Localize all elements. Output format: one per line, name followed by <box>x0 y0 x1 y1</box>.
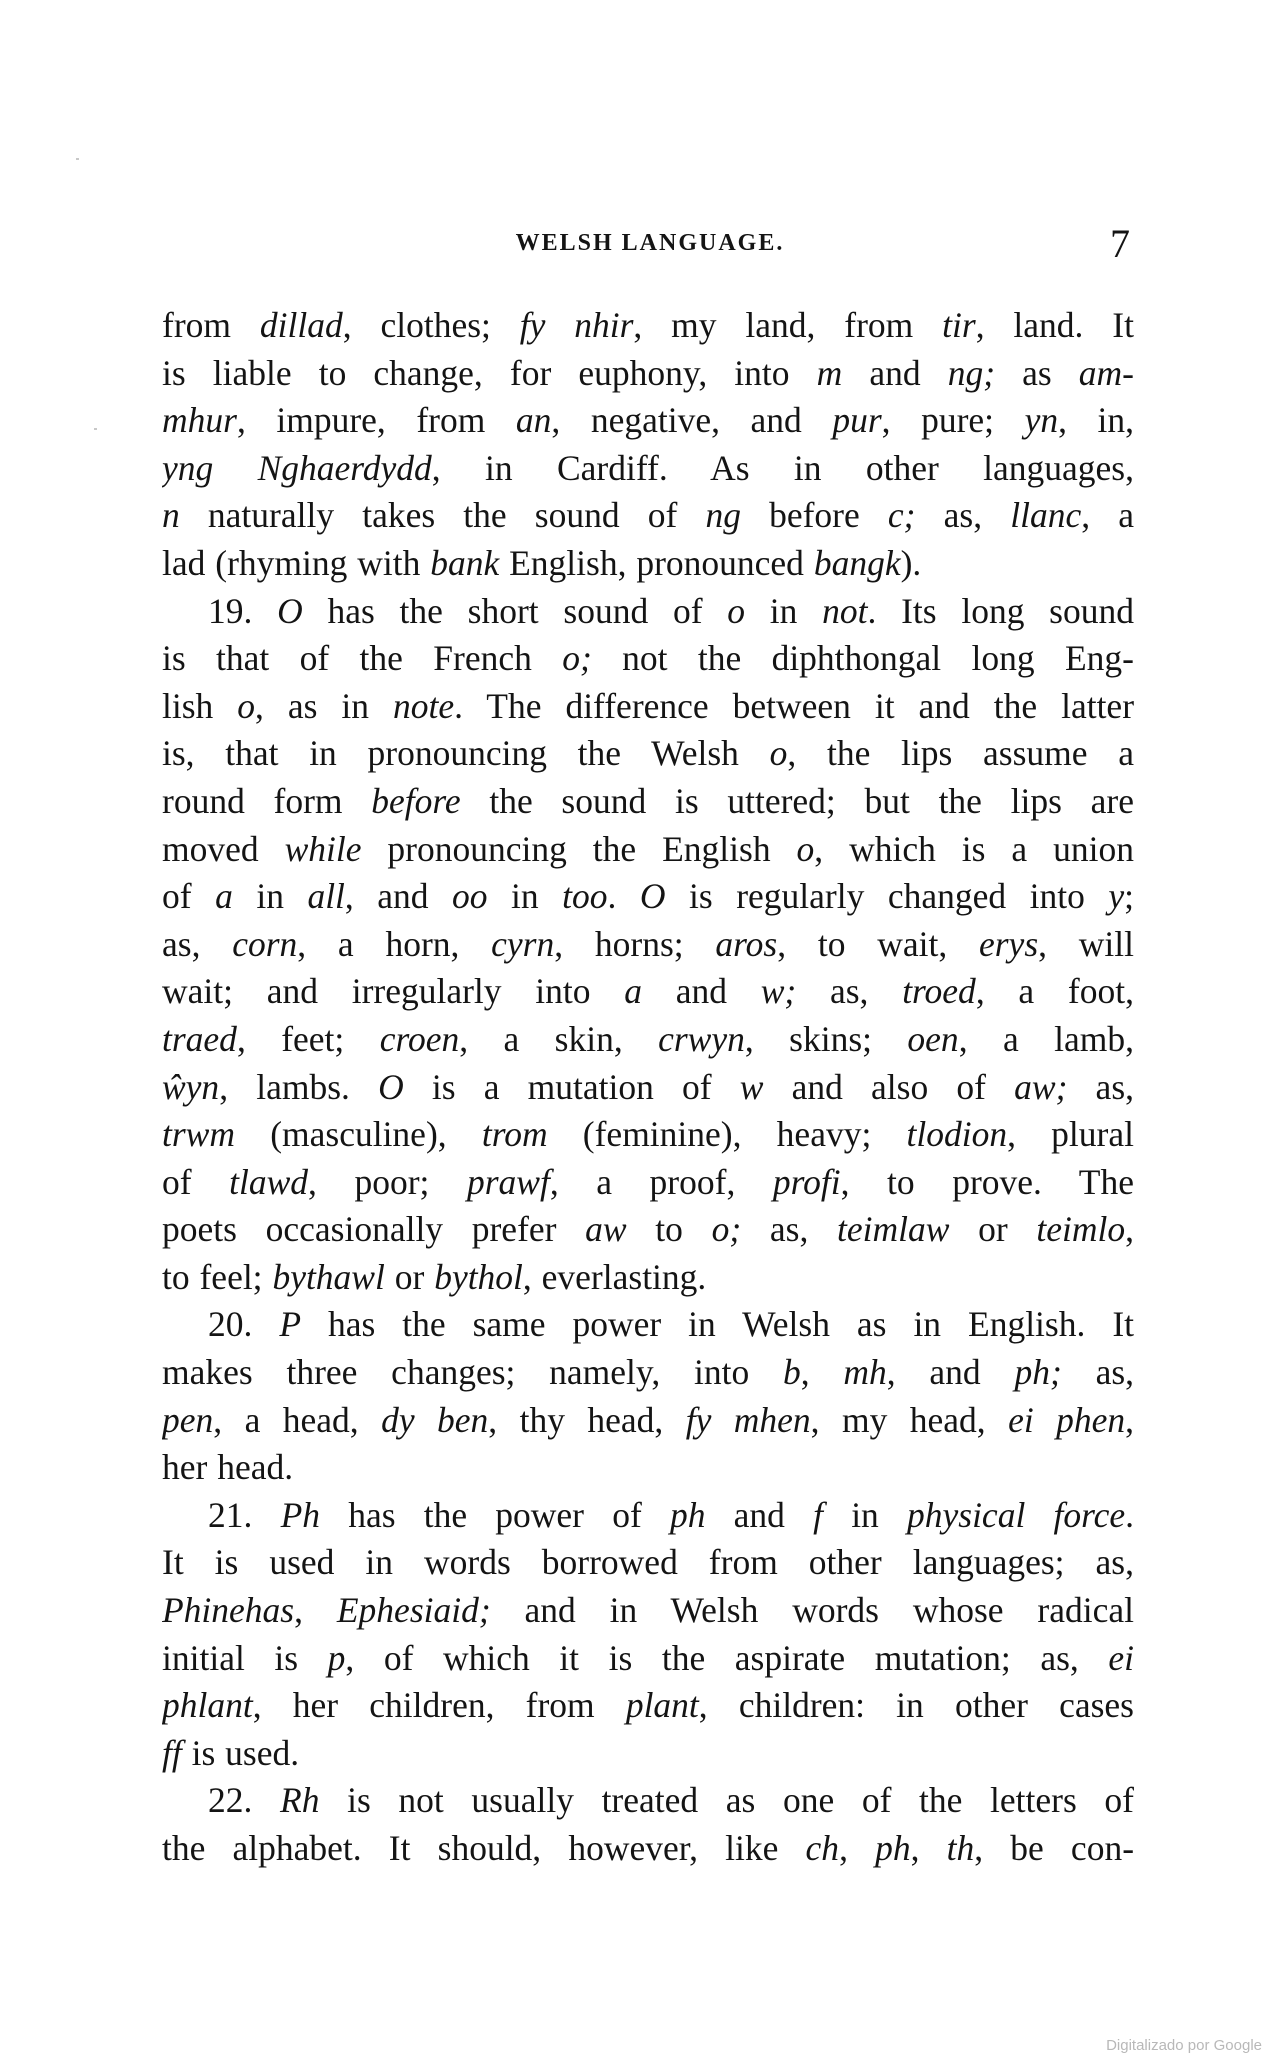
text-run: , in Cardiff. As in other languages, <box>431 447 1134 488</box>
italic-term: too <box>562 876 608 917</box>
italic-term: c; <box>887 495 916 536</box>
italic-term: mh <box>843 1352 887 1393</box>
italic-term: profi <box>772 1161 841 1202</box>
text-run: , <box>1125 1209 1134 1250</box>
text-line <box>162 397 1134 445</box>
text-run: has the power of <box>320 1494 670 1535</box>
italic-term: O <box>639 876 666 917</box>
italic-term: yn <box>1024 400 1059 441</box>
text-run: naturally takes the sound of <box>179 495 706 536</box>
text-line <box>162 302 1134 350</box>
text-run: , <box>910 1828 947 1868</box>
italic-term: bythol <box>434 1256 523 1297</box>
italic-term: ph <box>669 1494 706 1535</box>
text-line <box>162 1825 1134 1873</box>
text-run: as, <box>162 923 233 964</box>
text-run: , a foot, <box>975 971 1134 1012</box>
text-run: , impure, from <box>236 400 516 441</box>
text-run: in <box>823 1494 907 1535</box>
body-text <box>162 302 1134 1873</box>
italic-term: ph; <box>1014 1352 1062 1393</box>
text-run: wait; and irregularly into <box>162 971 625 1012</box>
text-run: , to wait, <box>777 923 979 964</box>
text-run: English, pronounced <box>499 542 814 583</box>
italic-term: bythawl <box>272 1256 385 1297</box>
text-run: , be con- <box>974 1828 1134 1868</box>
text-run: . Its long sound <box>867 590 1134 631</box>
text-run: , a proof, <box>549 1161 773 1202</box>
text-line <box>162 1064 1134 1112</box>
italic-term: w; <box>760 971 797 1012</box>
text-run: and <box>705 1494 814 1535</box>
italic-term: ng; <box>947 352 996 393</box>
text-run: of <box>162 876 216 917</box>
text-run: the sound is uttered; but the lips are <box>460 780 1134 821</box>
scan-speck <box>76 158 79 160</box>
italic-term: ng <box>705 495 741 536</box>
text-line <box>162 1254 1134 1302</box>
italic-term: dillad <box>259 305 343 345</box>
text-run: , <box>294 1590 337 1631</box>
text-run: as, <box>741 1209 838 1250</box>
italic-term: an <box>515 400 552 441</box>
italic-term: f <box>813 1494 823 1535</box>
text-line <box>162 1349 1134 1397</box>
italic-term: ch <box>805 1828 840 1868</box>
italic-term: fy mhen <box>685 1399 811 1440</box>
text-line <box>162 588 1134 636</box>
italic-term: tir <box>942 305 976 345</box>
text-run: is regularly changed into <box>665 876 1109 917</box>
text-run: as, <box>1061 1352 1134 1393</box>
text-run: and <box>842 352 948 393</box>
text-run: lad (rhyming with <box>162 542 431 583</box>
italic-term: pen <box>162 1399 214 1440</box>
italic-term: crwyn <box>658 1018 745 1059</box>
text-run: has the short sound of <box>302 590 728 631</box>
italic-term: yng Nghaerdydd <box>162 447 432 488</box>
text-run: , children: in other cases <box>698 1685 1134 1726</box>
italic-term: erys <box>978 923 1039 964</box>
page-number: 7 <box>1110 221 1130 266</box>
italic-term: oen <box>907 1018 959 1059</box>
italic-term: o <box>727 590 746 631</box>
text-line <box>162 492 1134 540</box>
text-run: 20. <box>208 1304 280 1345</box>
text-run: , will <box>1038 923 1134 964</box>
italic-term: ff <box>162 1732 182 1773</box>
text-line <box>162 1777 1134 1825</box>
text-run: makes three changes; namely, into <box>162 1352 783 1393</box>
italic-term: a <box>215 876 233 917</box>
text-run: initial is <box>162 1637 328 1678</box>
text-line <box>162 826 1134 874</box>
italic-term: trom <box>481 1114 548 1155</box>
text-run: is used. <box>181 1732 300 1773</box>
text-run: , <box>800 1352 844 1393</box>
italic-term: cyrn <box>491 923 555 964</box>
text-run: and in Welsh words whose radical <box>490 1590 1134 1631</box>
italic-term: n <box>162 495 180 536</box>
italic-term: troed <box>902 971 976 1012</box>
text-run: is that of the French <box>162 638 563 679</box>
text-run: in <box>745 590 823 631</box>
text-run: is liable to change, for euphony, into <box>162 352 817 393</box>
text-run: , a <box>1081 495 1134 536</box>
text-line <box>162 730 1134 778</box>
text-run: ). <box>900 542 922 583</box>
text-run: , and <box>886 1352 1015 1393</box>
text-run: or <box>384 1256 435 1297</box>
text-run: ; <box>1124 876 1134 917</box>
text-run: . <box>1125 1494 1134 1535</box>
italic-term: m <box>816 352 843 393</box>
text-run: in <box>232 876 308 917</box>
italic-term: y <box>1108 876 1125 917</box>
text-run: , a head, <box>213 1399 382 1440</box>
italic-term: th <box>946 1828 975 1868</box>
italic-term: Rh <box>280 1780 320 1821</box>
text-line <box>162 540 1134 588</box>
text-run: , clothes; <box>342 305 520 345</box>
text-run: or <box>949 1209 1037 1250</box>
italic-term: b <box>782 1352 801 1393</box>
text-line <box>162 635 1134 683</box>
text-run: in <box>487 876 563 917</box>
italic-term: o <box>796 828 815 869</box>
italic-term: P <box>279 1304 302 1345</box>
italic-term: Phinehas <box>162 1590 295 1631</box>
text-line <box>162 1301 1134 1349</box>
text-run: moved <box>162 828 285 869</box>
text-line <box>162 968 1134 1016</box>
text-run: , poor; <box>308 1161 467 1202</box>
italic-term: while <box>284 828 362 869</box>
italic-term: pur <box>832 400 882 441</box>
text-run: , which is a union <box>814 828 1134 869</box>
text-run: (masculine), <box>235 1114 482 1155</box>
italic-term: o; <box>711 1209 742 1250</box>
italic-term: aros <box>715 923 778 964</box>
text-run: 19. <box>208 590 278 631</box>
italic-term: a <box>624 971 642 1012</box>
text-run: has the same power in Welsh as in English. It <box>301 1304 1134 1345</box>
italic-term: bangk <box>813 542 901 583</box>
text-run: to feel; <box>162 1256 273 1297</box>
text-run: , her children, from <box>252 1685 626 1726</box>
text-line <box>162 1492 1134 1540</box>
italic-term: phlant <box>162 1685 253 1726</box>
text-run: , thy head, <box>488 1399 686 1440</box>
running-head: WELSH LANGUAGE. <box>515 230 785 256</box>
text-run: , <box>1125 1399 1134 1440</box>
italic-term: not <box>822 590 868 631</box>
italic-term: aw <box>585 1209 627 1250</box>
text-run: , horns; <box>554 923 716 964</box>
italic-term: w <box>739 1066 764 1107</box>
text-run: as, <box>915 495 1011 536</box>
text-run: , a skin, <box>459 1018 659 1059</box>
text-line <box>162 921 1134 969</box>
text-run: , feet; <box>236 1018 380 1059</box>
italic-term: prawf <box>466 1161 550 1202</box>
italic-term: O <box>277 590 303 631</box>
italic-term: note <box>392 685 455 726</box>
italic-term: p <box>327 1637 346 1678</box>
text-run: (feminine), heavy; <box>547 1114 907 1155</box>
italic-term: ei phen <box>1008 1399 1126 1440</box>
text-line <box>162 1016 1134 1064</box>
text-line <box>162 1682 1134 1730</box>
text-run: and also of <box>763 1066 1015 1107</box>
scan-watermark: Digitalizado por Google <box>1106 2037 1262 2054</box>
text-line <box>162 1635 1134 1683</box>
text-run: , lambs. <box>219 1066 379 1107</box>
text-line <box>162 1397 1134 1445</box>
text-run: , negative, and <box>551 400 833 441</box>
italic-term: llanc <box>1010 495 1082 536</box>
italic-term: o <box>769 733 788 774</box>
italic-term: ŵyn <box>162 1066 220 1107</box>
italic-term: oo <box>452 876 488 917</box>
text-line <box>162 1730 1134 1778</box>
italic-term: all <box>307 876 345 917</box>
text-run: pronouncing the English <box>361 828 797 869</box>
italic-term: plant <box>625 1685 699 1726</box>
italic-term: dy ben <box>381 1399 489 1440</box>
text-run: is, that in pronouncing the Welsh <box>162 733 770 774</box>
text-run: , <box>839 1828 876 1868</box>
text-run: , and <box>344 876 453 917</box>
italic-term: ph <box>875 1828 911 1868</box>
italic-term: am- <box>1078 352 1134 393</box>
text-run: 21. <box>208 1494 281 1535</box>
italic-term: tlodion <box>906 1114 1008 1155</box>
text-run: , pure; <box>881 400 1025 441</box>
italic-term: o; <box>562 638 592 679</box>
italic-term: Ephesiaid; <box>336 1590 491 1631</box>
text-line <box>162 1159 1134 1207</box>
text-run: 22. <box>208 1780 281 1821</box>
text-line <box>162 1539 1134 1587</box>
text-run: , to prove. The <box>840 1161 1134 1202</box>
text-run: , my land, from <box>633 305 943 345</box>
italic-term: ei <box>1108 1637 1134 1678</box>
italic-term: aw; <box>1014 1066 1068 1107</box>
page-header <box>160 221 1140 266</box>
italic-term: corn <box>232 923 298 964</box>
text-run: lish <box>162 685 238 726</box>
text-run: to <box>626 1209 712 1250</box>
text-run: , plural <box>1007 1114 1134 1155</box>
text-run: from <box>162 305 260 345</box>
italic-term: before <box>371 780 461 821</box>
italic-term: mhur <box>162 400 237 441</box>
text-run: , a lamb, <box>958 1018 1134 1059</box>
italic-term: teimlaw <box>837 1209 950 1250</box>
italic-term: traed <box>162 1018 237 1059</box>
text-run: , my head, <box>810 1399 1009 1440</box>
text-run: the alphabet. It should, however, like <box>162 1828 806 1868</box>
text-line <box>162 1444 1134 1492</box>
text-run: round form <box>162 780 372 821</box>
text-run: as <box>995 352 1079 393</box>
text-run: is a mutation of <box>403 1066 740 1107</box>
text-line <box>162 445 1134 493</box>
text-run: of <box>162 1161 230 1202</box>
text-run: , in, <box>1058 400 1134 441</box>
italic-term: Ph <box>280 1494 321 1535</box>
text-run: , as in <box>255 685 393 726</box>
text-run: , the lips assume a <box>787 733 1134 774</box>
text-run: poets occasionally prefer <box>162 1209 586 1250</box>
text-run: as, <box>1067 1066 1134 1107</box>
scan-speck <box>94 428 97 430</box>
text-line <box>162 1587 1134 1635</box>
text-run: , skins; <box>744 1018 908 1059</box>
text-line <box>162 873 1134 921</box>
italic-term: O <box>378 1066 404 1107</box>
text-run: before <box>740 495 888 536</box>
text-run: her head. <box>162 1447 294 1488</box>
italic-term: physical force <box>907 1494 1126 1535</box>
italic-term: fy nhir <box>519 305 634 345</box>
text-run: is not usually treated as one of the letters of <box>319 1780 1134 1821</box>
text-run: and <box>642 971 761 1012</box>
text-line <box>162 1111 1134 1159</box>
text-run: It is used in words borrowed from other languages; as, <box>162 1542 1134 1583</box>
italic-term: tlawd <box>229 1161 309 1202</box>
italic-term: teimlo <box>1036 1209 1126 1250</box>
italic-term: bank <box>430 542 500 583</box>
text-run: . The difference between it and the latter <box>454 685 1134 726</box>
italic-term: o <box>237 685 256 726</box>
text-run: not the diphthongal long Eng- <box>591 638 1134 679</box>
text-line <box>162 1206 1134 1254</box>
text-line <box>162 683 1134 731</box>
italic-term: croen <box>379 1018 460 1059</box>
text-line <box>162 778 1134 826</box>
text-run: , land. It <box>975 305 1134 345</box>
italic-term: trwm <box>162 1114 235 1155</box>
text-run: , a horn, <box>297 923 492 964</box>
text-line <box>162 350 1134 398</box>
text-run: as, <box>796 971 903 1012</box>
text-run: , of which it is the aspirate mutation; as, <box>345 1637 1109 1678</box>
text-run: . <box>607 876 640 917</box>
text-run: , everlasting. <box>522 1256 707 1297</box>
